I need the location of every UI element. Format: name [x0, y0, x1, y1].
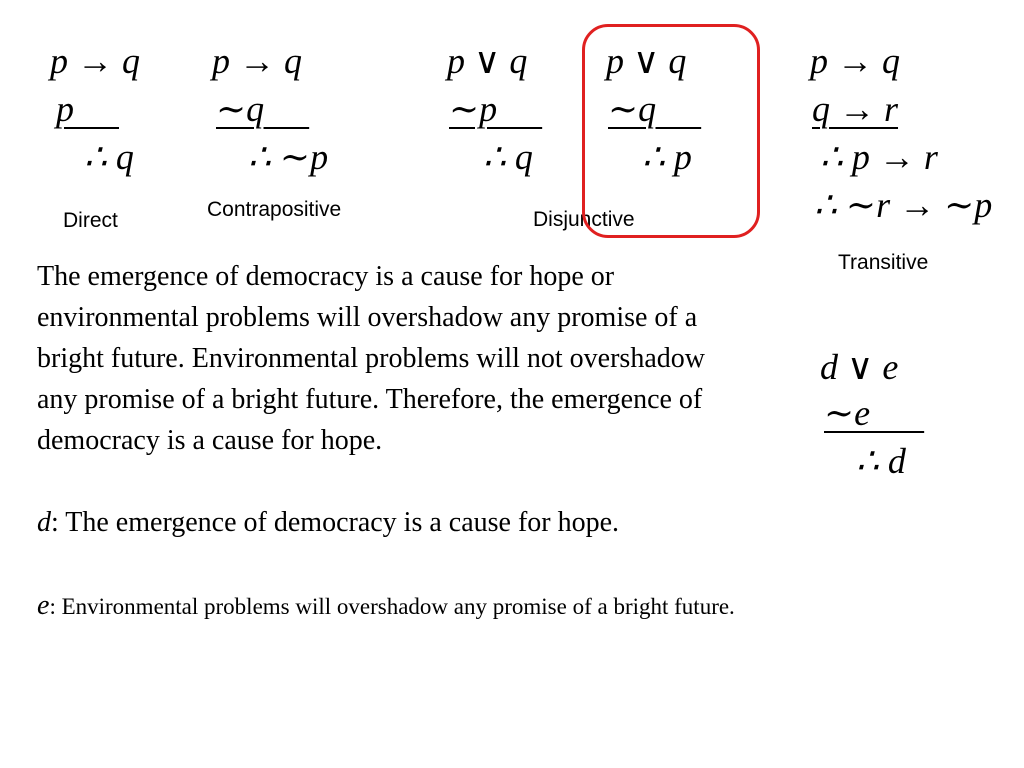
contrapositive-label: Contrapositive — [207, 198, 342, 221]
direct-conclusion: ∴ q — [84, 137, 134, 177]
example-symbolic-conclusion: ∴ d — [856, 441, 906, 481]
disjunctive-a-premise-2: ∼p — [449, 89, 543, 129]
disjunctive-argument-form-a — [447, 38, 577, 188]
transitive-argument-form — [810, 38, 1010, 234]
direct-label: Direct — [63, 209, 118, 232]
direct-premise-1: p → q — [50, 41, 140, 81]
disjunctive-a-premise-1: p ∨ q — [447, 41, 528, 81]
contrapositive-premise-1: p → q — [212, 41, 302, 81]
contrapositive-argument-form — [212, 38, 362, 188]
definition-e-key: e — [37, 590, 50, 621]
example-argument — [37, 256, 737, 461]
definition-d-key: d — [37, 507, 51, 538]
example-symbolic-premise-2: ∼e — [824, 393, 925, 433]
transitive-premise-2: q → r — [812, 89, 899, 129]
transitive-premise-1: p → q — [810, 41, 900, 81]
direct-premise-2: p — [56, 89, 119, 129]
transitive-conclusion-2: ∴ ∼r → ∼p — [814, 185, 993, 225]
direct-argument-form — [50, 38, 180, 188]
highlight-box — [582, 24, 760, 238]
definition-d — [37, 502, 737, 543]
definition-e — [37, 588, 737, 624]
transitive-label: Transitive — [838, 251, 929, 274]
disjunctive-b-conclusion: ∴ p — [642, 137, 692, 177]
transitive-conclusion-1: ∴ p → r — [820, 137, 938, 177]
disjunctive-b-premise-2: ∼q — [608, 89, 702, 129]
disjunctive-b-premise-1: p ∨ q — [606, 41, 687, 81]
example-argument-text: The emergence of democracy is a cause for hope or environmental problems will overshadow any promise of a bright future. Environmental problems will not overshadow any promise of a bright future. Therefore, the emergence of democracy is a cause for hope. — [37, 261, 705, 456]
contrapositive-premise-2: ∼q — [216, 89, 310, 129]
definition-d-text: : The emergence of democracy is a cause for hope. — [51, 507, 620, 538]
example-symbolic-form — [820, 344, 970, 494]
example-symbolic-premise-1: d ∨ e — [820, 347, 899, 387]
disjunctive-a-conclusion: ∴ q — [483, 137, 533, 177]
disjunctive-label: Disjunctive — [533, 208, 635, 231]
contrapositive-conclusion: ∴ ∼p — [248, 137, 329, 177]
definition-e-text: : Environmental problems will overshadow any promise of a bright future. — [49, 594, 735, 619]
